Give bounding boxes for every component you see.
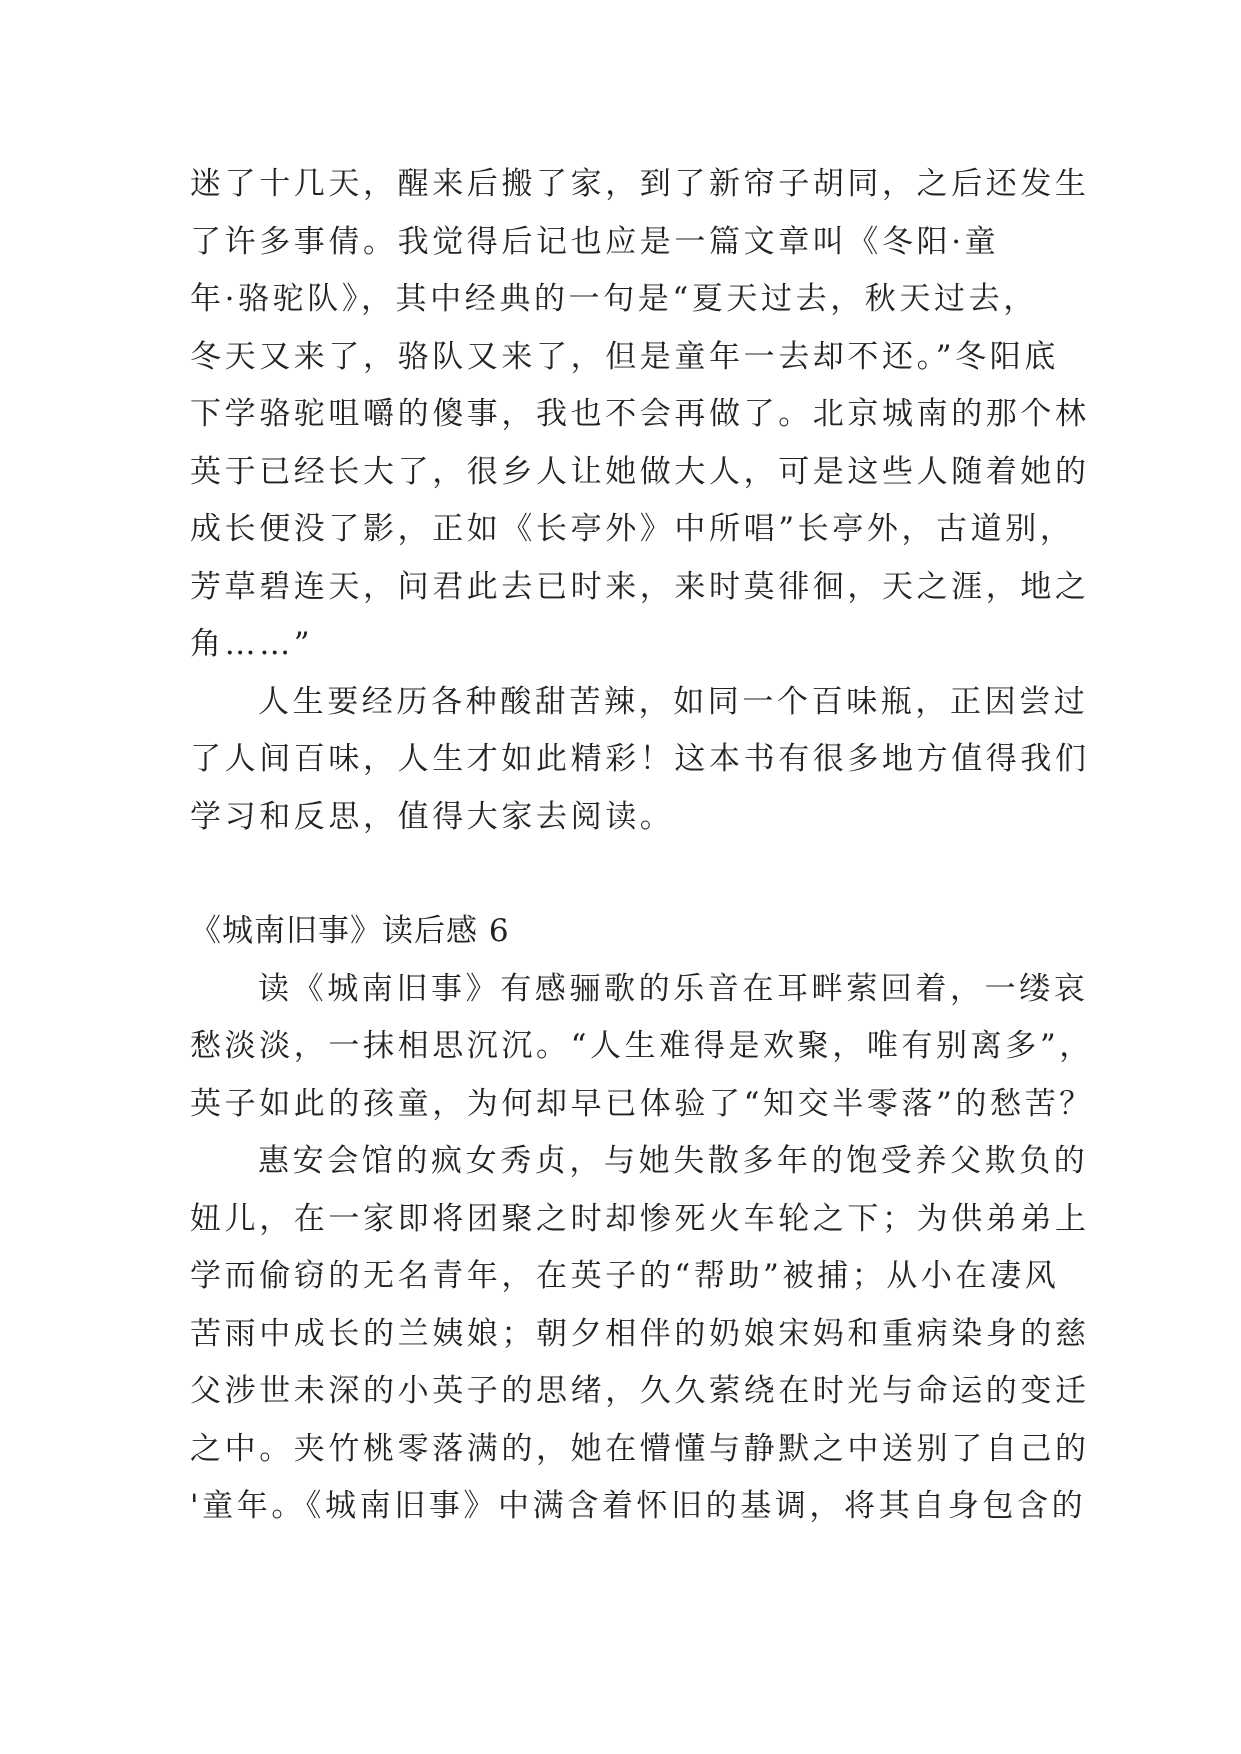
text-line: 之中。夹竹桃零落满的，她在懵懂与静默之中送别了自己的	[190, 1430, 1090, 1467]
document-body	[190, 156, 1094, 1536]
text-line: 英于已经长大了，很乡人让她做大人，可是这些人随着她的	[190, 453, 1090, 490]
text-line: 成长便没了影，正如《长亭外》中所唱”长亭外，古道别，	[190, 511, 1075, 547]
paragraph-6-2	[190, 1133, 1090, 1536]
text-line: 下学骆驼咀嚼的傻事，我也不会再做了。北京城南的那个林	[190, 396, 1090, 432]
text-line: 学而偷窃的无名青年，在英子的“帮助”被捕；从小在凄风	[190, 1258, 1060, 1294]
text-line: 愁淡淡，一抹相思沉沉。“人生难得是欢聚，唯有别离多”，	[190, 1028, 1094, 1064]
text-line: 迷了十几天，醒来后搬了家，到了新帘子胡同，之后还发生	[190, 166, 1090, 202]
paragraph-6-1	[190, 961, 1094, 1134]
text-line: 冬天又来了，骆队又来了，但是童年一去却不还。”冬阳底	[190, 338, 1059, 375]
text-line: 年·骆驼队》，其中经典的一句是“夏天过去，秋天过去，	[190, 281, 1038, 317]
text-line: 苦雨中成长的兰姨娘；朝夕相伴的奶娘宋妈和重病染身的慈	[190, 1315, 1090, 1352]
text-line: 了人间百味，人生才如此精彩！这本书有很多地方值得我们	[190, 741, 1090, 777]
text-line: 父涉世未深的小英子的思绪，久久萦绕在时光与命运的变迁	[190, 1373, 1090, 1409]
section-title	[190, 903, 1068, 961]
text-line: 了许多事倩。我觉得后记也应是一篇文章叫《冬阳·童	[190, 223, 1000, 260]
text-line: 角……”	[190, 626, 314, 662]
text-line: 人生要经历各种酸甜苦辣，如同一个百味瓶，正因尝过	[258, 683, 1089, 720]
paragraph-prev-1	[190, 156, 1090, 674]
text-line: 学习和反思，值得大家去阅读。	[190, 798, 675, 835]
text-line: 妞儿，在一家即将团聚之时却惨死火车轮之下；为供弟弟上	[190, 1200, 1090, 1237]
section-title-text: 《城南旧事》读后感 6	[190, 913, 510, 949]
text-line: '童年。《城南旧事》中满含着怀旧的基调，将其自身包含的	[190, 1488, 1087, 1524]
text-line: 英子如此的孩童，为何却早已体验了“知交半零落”的愁苦？	[190, 1085, 1094, 1122]
text-line: 芳草碧连天，问君此去已时来，来时莫徘徊，天之涯，地之	[190, 568, 1090, 605]
text-line: 惠安会馆的疯女秀贞，与她失散多年的饱受养父欺负的	[258, 1143, 1089, 1179]
paragraph-prev-2	[190, 674, 1090, 847]
text-line: 读《城南旧事》有感骊歌的乐音在耳畔萦回着，一缕哀	[258, 970, 1089, 1007]
